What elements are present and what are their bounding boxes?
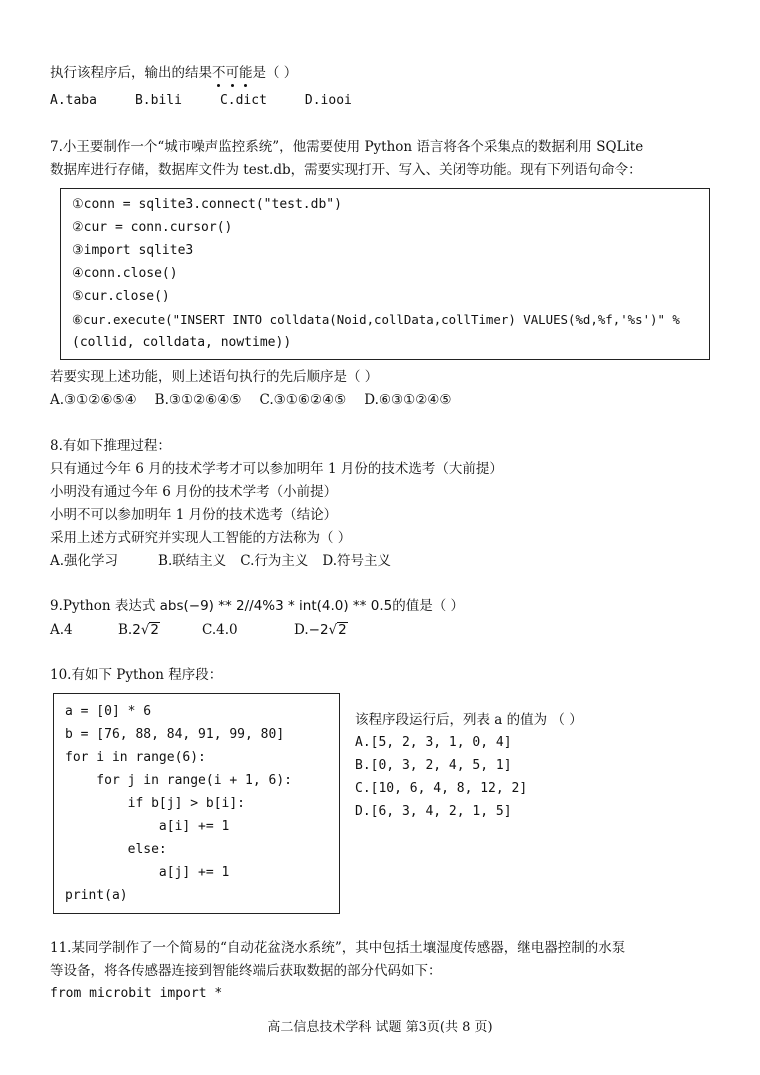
q6-emph-2: 可 xyxy=(226,65,240,81)
q8-options xyxy=(50,552,429,570)
q7-stem-line2: 数据库进行存储，数据库文件为 test.db，需要实现打开、写入、关闭等功能。现有下列语句命令： xyxy=(50,162,642,178)
q8-option-d: D.符号主义 xyxy=(322,553,392,569)
q10-option-a: A.[5, 2, 3, 1, 0, 4] xyxy=(355,735,512,750)
q6-option-b: B.bili xyxy=(134,93,182,108)
q8-line-1: 8.有如下推理过程： xyxy=(50,438,171,454)
q8-option-c: C.行为主义 xyxy=(240,553,309,569)
q9-option-d: D.−2√2 xyxy=(294,622,347,638)
q7-code-4: ④conn.close() xyxy=(72,266,178,281)
q10-question: 该程序段运行后，列表 a 的值为 （ ） xyxy=(355,712,583,728)
q10-option-d: D.[6, 3, 4, 2, 1, 5] xyxy=(355,804,512,819)
q10-code-1: a = [0] * 6 xyxy=(65,704,152,719)
q11-stem-line2: 等设备，将各传感器连接到智能终端后获取数据的部分代码如下： xyxy=(50,963,442,979)
q7-code-2: ②cur = conn.cursor() xyxy=(72,220,233,235)
q7-code-6: ⑥cur.execute("INSERT INTO colldata(Noid,collData,collTimer) VALUES(%d,%f,'%s')" % xyxy=(72,312,680,327)
q7-code-3: ③import sqlite3 xyxy=(72,243,194,258)
q7-question: 若要实现上述功能，则上述语句执行的先后顺序是（ ） xyxy=(50,369,379,385)
q10-code-9: print(a) xyxy=(65,888,128,903)
q7-option-a: A.③①②⑥⑤④ xyxy=(50,392,137,408)
q6-option-d: D.iooi xyxy=(304,93,352,108)
q7-option-b: B.③①②⑥④⑤ xyxy=(154,392,242,408)
page-footer: 高二信息技术学科 试题 第3页(共 8 页) xyxy=(267,1020,493,1035)
q9-expression: abs(−9) ** 2//4%3 * int(4.0) ** 0.5 xyxy=(159,598,393,614)
q8-option-b: B.联结主义 xyxy=(158,553,227,569)
q9-option-a: A.4 xyxy=(50,622,73,638)
q7-code-1: ①conn = sqlite3.connect("test.db") xyxy=(72,197,342,212)
q8-line-2: 只有通过今年 6 月的技术学考才可以参加明年 1 月份的技术选考（大前提） xyxy=(50,461,503,477)
q11-stem-line1: 11.某同学制作了一个简易的“自动花盆浇水系统”，其中包括土壤湿度传感器，继电器控制的水泵 xyxy=(50,940,626,956)
q7-option-d: D.⑥③①②④⑤ xyxy=(364,392,452,408)
q10-code-7: else: xyxy=(65,842,167,857)
q11-code-1: from microbit import * xyxy=(50,986,223,1001)
q8-line-5: 采用上述方式研究并实现人工智能的方法称为（ ） xyxy=(50,530,352,546)
q10-code-2: b = [76, 88, 84, 91, 99, 80] xyxy=(65,727,285,742)
q10-option-c: C.[10, 6, 4, 8, 12, 2] xyxy=(355,781,528,796)
q9-stem: 9.Python 表达式 abs(−9) ** 2//4%3 * int(4.0) ** 0.5的值是（ ） xyxy=(50,598,464,614)
q10-code-5: if b[j] > b[i]: xyxy=(65,796,246,811)
q6-options xyxy=(50,92,390,110)
q9-option-c: C.4.0 xyxy=(202,622,238,638)
q6-emph-3: 能 xyxy=(239,65,253,81)
q8-line-4: 小明不可以参加明年 1 月份的技术选考（结论） xyxy=(50,507,338,523)
q7-option-c: C.③①⑥②④⑤ xyxy=(259,392,347,408)
q6-stem: 执行该程序后，输出的结果不 可 能 是（ ） xyxy=(50,64,297,82)
q6-option-c: C.dict xyxy=(219,93,267,108)
q7-stem-line1: 7.小王要制作一个“城市噪声监控系统”，他需要使用 Python 语言将各个采集点的数据利用 SQLite xyxy=(50,139,644,155)
q10-stem: 10.有如下 Python 程序段： xyxy=(50,667,223,683)
q6-option-a: A.taba xyxy=(50,93,97,108)
q8-option-a: A.强化学习 xyxy=(50,553,119,569)
q6-emph-1: 不 xyxy=(212,65,226,81)
q10-code-8: a[j] += 1 xyxy=(65,865,230,880)
q7-code-5: ⑤cur.close() xyxy=(72,289,170,304)
q10-code-6: a[i] += 1 xyxy=(65,819,230,834)
q7-options xyxy=(50,391,470,409)
q8-line-3: 小明没有通过今年 6 月份的技术学考（小前提） xyxy=(50,484,338,500)
q10-option-b: B.[0, 3, 2, 4, 5, 1] xyxy=(355,758,512,773)
q10-code-4: for j in range(i + 1, 6): xyxy=(65,773,292,788)
q7-code-7: (collid, colldata, nowtime)) xyxy=(72,335,292,350)
q10-code-3: for i in range(6): xyxy=(65,750,206,765)
q9-option-b: B.2√2 xyxy=(118,622,160,638)
